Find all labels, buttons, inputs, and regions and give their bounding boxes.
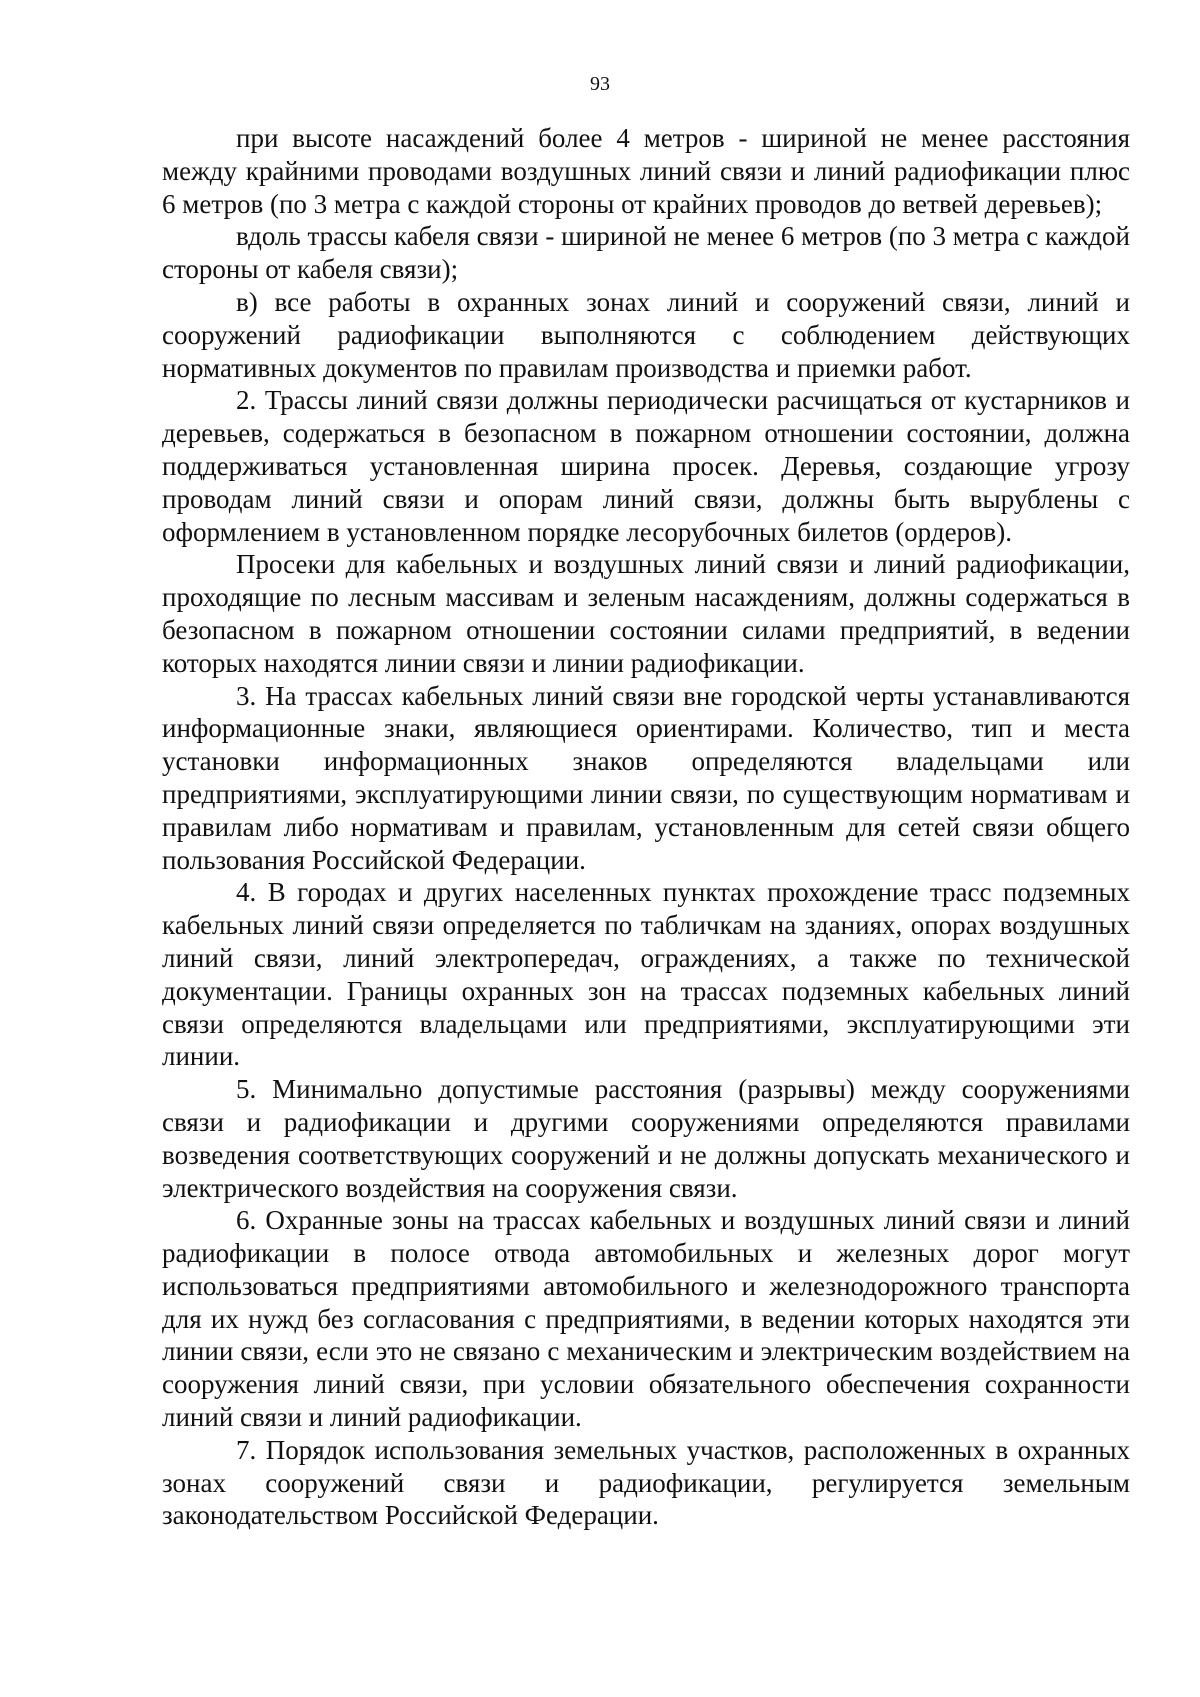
paragraph-section-7: 7. Порядок использования земельных участков, расположенных в охранных зонах сооружений связи и радиофикации, регулируется земельным законодательством Российской Федерации. [162, 1434, 1130, 1531]
paragraph-section-3: 3. На трассах кабельных линий связи вне городской черты устанавливаются информационные знаки, являющиеся ориентирами. Количество, тип и места установки информационных знаков определяются владельцами или предприятиями, эксплуатирующими линии связи, по существующим нормативам и правилам либо нормативам и правилам, установленным для сетей связи общего пользования Российской Федерации. [162, 680, 1130, 875]
paragraph-section-6: 6. Охранные зоны на трассах кабельных и воздушных линий связи и линий радиофикации в полосе отвода автомобильных и железных дорог могут использоваться предприятиями автомобильного и железнодорожного транспорта для их нужд без согласования с предприятиями, в ведении которых находятся эти линии связи, если это не связано с механическим и электрическим воздействием на сооружения линий связи, при условии обязательного обеспечения сохранности линий связи и линий радиофикации. [162, 1205, 1130, 1433]
paragraph-item-v-works: в) все работы в охранных зонах линий и сооружений связи, линий и сооружений радиофикации выполняются с соблюдением действующих нормативных документов по правилам производства и приемки работ. [162, 286, 1130, 383]
paragraph-cable-route-width: вдоль трассы кабеля связи - шириной не менее 6 метров (по 3 метра с каждой стороны от кабеля связи); [162, 221, 1130, 285]
paragraph-clearings: Просеки для кабельных и воздушных линий связи и линий радиофикации, проходящие по лесным массивам и зеленым насаждениям, должны содержаться в безопасном в пожарном отношении состоянии силами предприятий, в ведении которых находятся линии связи и линии радиофикации. [162, 549, 1130, 678]
paragraph-section-4: 4. В городах и других населенных пунктах прохождение трасс подземных кабельных линий связи определяется по табличкам на зданиях, опорах воздушных линий связи, линий электропередач, ограждениях, а также по технической документации. Границы охранных зон на трассах подземных кабельных линий связи определяются владельцами или предприятиями, эксплуатирующими эти линии. [162, 877, 1130, 1072]
paragraph-plantings-over-4m: при высоте насаждений более 4 метров - шириной не менее расстояния между крайними проводами воздушных линий связи и линий радиофикации плюс 6 метров (по 3 метра с каждой стороны от крайних проводов до ветвей деревьев); [162, 123, 1130, 219]
paragraph-section-5: 5. Минимально допустимые расстояния (разрывы) между сооружениями связи и радиофикации и другими сооружениями определяются правилами возведения соответствующих сооружений и не должны допускать механического и электрического воздействия на сооружения связи. [162, 1074, 1130, 1203]
document-body [162, 122, 1130, 1532]
paragraph-section-2: 2. Трассы линий связи должны периодически расчищаться от кустарников и деревьев, содержаться в безопасном в пожарном отношении состоянии, должна поддерживаться установленная ширина просек. Деревья, создающие угрозу проводам линий связи и опорам линий связи, должны быть вырублены с оформлением в установленном порядке лесорубочных билетов (ордеров). [162, 385, 1130, 547]
page-number: 93 [590, 73, 610, 95]
